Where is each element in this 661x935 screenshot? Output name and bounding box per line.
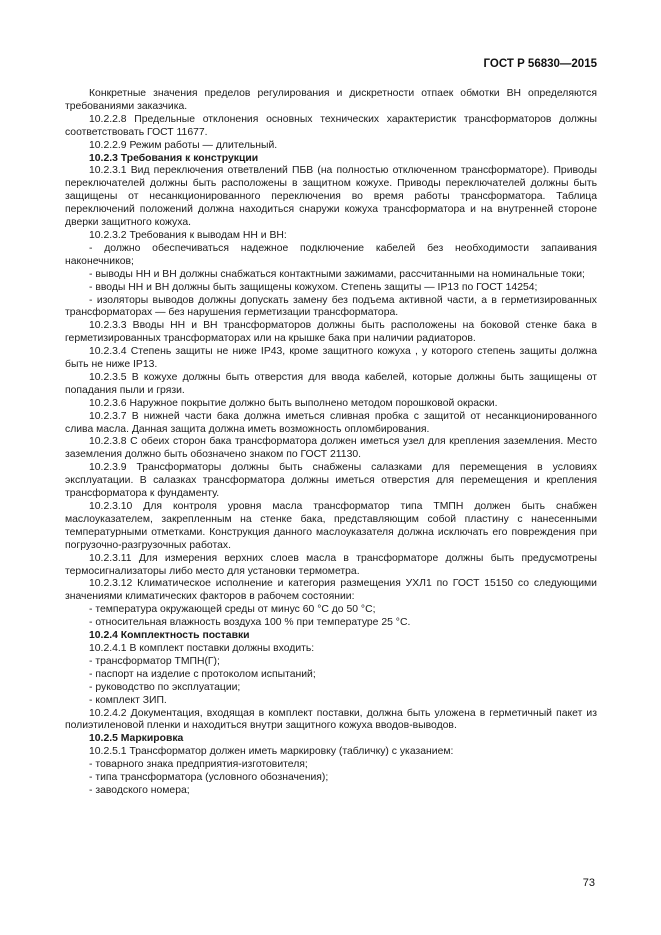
paragraph: 10.2.4.1 В комплект поставки должны входить: [89,642,315,654]
paragraph: 10.2.3.7 В нижней части бака должна иметься сливная пробка с защитой от несанкционированного слива масла. Данная защита должна иметь возможность опломбирования. [65,410,597,435]
paragraph: 10.2.3.4 Степень защиты не ниже IP43, кроме защитного кожуха , у которого степень защиты должна быть не ниже IP13. [65,346,597,371]
document-header: ГОСТ Р 56830—2015 [483,58,597,70]
paragraph: 10.2.2.9 Режим работы — длительный. [89,139,278,151]
list-item: - изоляторы выводов должны допускать замену без подъема активной части, а в герметизированных трансформаторах — без нарушения герметизации трансформатора. [65,294,597,319]
paragraph: 10.2.3.3 Вводы НН и ВН трансформаторов должны быть расположены на боковой стенке бака в герметизированных трансформаторах или на крышке бака при наличии радиаторов. [65,320,597,345]
list-item: - заводского номера; [89,784,190,796]
list-item: - относительная влажность воздуха 100 % при температуре 25 °С. [89,617,411,629]
paragraph: 10.2.3.10 Для контроля уровня масла трансформатор типа ТМПН должен быть снабжен маслоуказателем, закрепленным на стенке бака, представляющим собой пластину с нанесенными температурными отметками. Конструкция данного маслоуказателя должна исключать его повреждения при погрузочно-разгрузочных работах. [65,501,597,551]
list-item: - комплект ЗИП. [89,694,167,706]
paragraph: 10.2.5.1 Трансформатор должен иметь маркировку (табличку) с указанием: [89,746,454,758]
paragraph: 10.2.3.2 Требования к выводам НН и ВН: [89,229,287,241]
list-item: - температура окружающей среды от минус 60 °С до 50 °С; [89,604,376,616]
list-item: - выводы НН и ВН должны снабжаться контактными зажимами, рассчитанными на номинальные токи; [89,268,585,280]
paragraph: 10.2.4.2 Документация, входящая в комплект поставки, должна быть уложена в герметичный пакет из полиэтиленовой пленки и находиться внутри защитного кожуха вводов-выводов. [65,707,597,732]
list-item: - товарного знака предприятия-изготовителя; [89,759,308,771]
paragraph: 10.2.3.6 Наружное покрытие должно быть выполнено методом порошковой окраски. [89,397,498,409]
paragraph: 10.2.3.1 Вид переключения ответвлений ПБВ (на полностью отключенном трансформаторе). Приводы переключателей должны быть расположены в защитном кожухе. Приводы переключателей должны быть защищены от несанкционированного переключения во время работы трансформатора. Таблица переключений положений должна находиться снаружи кожуха трансформатора и на внутренней стороне дверки защитного кожуха. [65,165,597,229]
paragraph: 10.2.3.8 С обеих сторон бака трансформатора должен иметься узел для крепления заземления. Место заземления должно быть обозначено знаком по ГОСТ 21130. [65,436,597,461]
list-item: - паспорт на изделие с протоколом испытаний; [89,668,316,680]
paragraph: Конкретные значения пределов регулирования и дискретности отпаек обмотки ВН определяются требованиями заказчика. [65,88,597,112]
paragraph: 10.2.3.11 Для измерения верхних слоев масла в трансформаторе должны быть предусмотрены термосигнализаторы либо место для установки термометра. [65,552,597,577]
list-item: - должно обеспечиваться надежное подключение кабелей без необходимости запаивания наконечников; [65,242,597,267]
list-item: - вводы НН и ВН должны быть защищены кожухом. Степень защиты — IP13 по ГОСТ 14254; [89,281,538,293]
list-item: - руководство по эксплуатации; [89,681,241,693]
paragraph: 10.2.3.9 Трансформаторы должны быть снабжены салазками для перемещения в условиях эксплуатации. В салазках трансформатора должны иметься отверстия для перемещения и крепления трансформатора к фундаменту. [65,462,597,500]
section-heading: 10.2.5 Маркировка [89,733,184,745]
paragraph: 10.2.2.8 Предельные отклонения основных технических характеристик трансформаторов должны соответствовать ГОСТ 11677. [65,113,597,138]
list-item: - трансформатор ТМПН(Г); [89,655,220,667]
page-number: 73 [582,877,595,889]
section-heading: 10.2.3 Требования к конструкции [89,152,259,164]
paragraph: 10.2.3.5 В кожухе должны быть отверстия для ввода кабелей, которые должны быть защищены от попадания пыли и грязи. [65,371,597,396]
document-body [65,88,597,798]
paragraph: 10.2.3.12 Климатическое исполнение и категория размещения УХЛ1 по ГОСТ 15150 со следующими значениями климатических факторов в рабочем состоянии: [65,578,597,603]
list-item: - типа трансформатора (условного обозначения); [89,772,329,784]
section-heading: 10.2.4 Комплектность поставки [89,630,250,642]
